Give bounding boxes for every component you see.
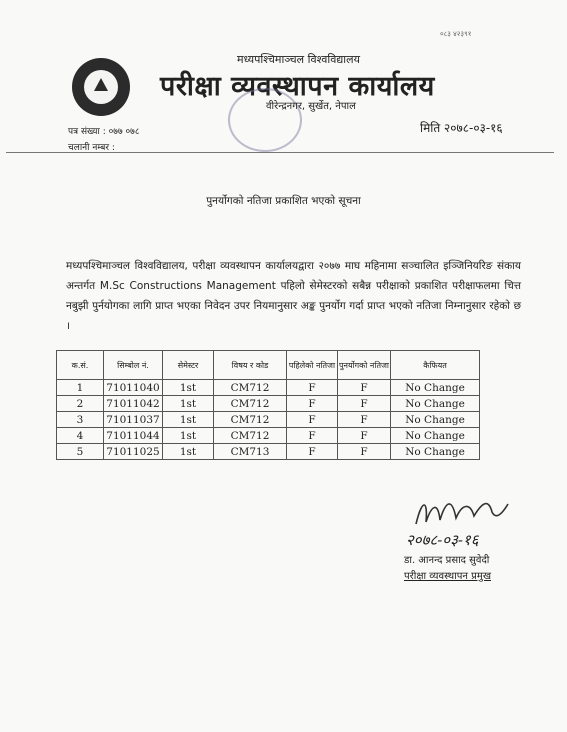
cell-symbol: 71011037: [104, 412, 163, 428]
cell-previous: F: [287, 380, 338, 396]
cell-retotal: F: [338, 412, 391, 428]
cell-retotal: F: [338, 444, 391, 460]
cell-subject: CM712: [214, 380, 287, 396]
cell-remarks: No Change: [391, 428, 480, 444]
cell-semester: 1st: [163, 396, 214, 412]
dispatch-number: चलानी नम्बर :: [68, 143, 115, 153]
cell-previous: F: [287, 444, 338, 460]
notice-body: मध्यपश्चिमाञ्चल विश्वविद्यालय, परीक्षा व्यवस्थापन कार्यालयद्वारा २०७७ माघ महिनामा सञ्चालित इञ्जिनियरिङ संकाय अन्तर्गत M.Sc Constructions Management पहिलो सेमेस्टरको सबैन्न परीक्षाको प्रकाशित परीक्षाफलमा चित्त नबुझी पुर्नयोगका लागि प्राप्त भएका निवेदन उपर नियमानुसार अङ्क पुनर्योग गर्दा प्राप्त भएको नतिजा निम्नानुसार रहेको छ ।: [66, 260, 521, 332]
cell-sn: 5: [57, 444, 104, 460]
cell-retotal: F: [338, 428, 391, 444]
office-address: वीरेन्द्रनगर, सुर्खेत, नेपाल: [266, 101, 356, 112]
cell-previous: F: [287, 428, 338, 444]
header-divider: [6, 152, 554, 153]
cell-symbol: 71011044: [104, 428, 163, 444]
cell-sn: 1: [57, 380, 104, 396]
table-row: [57, 412, 480, 428]
col-retotal-result: पुनर्योगको नतिजा: [338, 351, 391, 380]
col-subject: विषय र कोड: [214, 351, 287, 380]
university-name: मध्यपश्चिमाञ्चल विश्वविद्यालय: [237, 53, 360, 66]
cell-symbol: 71011042: [104, 396, 163, 412]
signatory-title: परीक्षा व्यवस्थापन प्रमुख: [404, 571, 492, 582]
cell-remarks: No Change: [391, 380, 480, 396]
cell-subject: CM712: [214, 396, 287, 412]
cell-retotal: F: [338, 380, 391, 396]
cell-semester: 1st: [163, 428, 214, 444]
cell-semester: 1st: [163, 412, 214, 428]
cell-previous: F: [287, 396, 338, 412]
table-row: [57, 380, 480, 396]
cell-semester: 1st: [163, 380, 214, 396]
col-semester: सेमेस्टर: [163, 351, 214, 380]
col-symbol: सिम्बोल नं.: [104, 351, 163, 380]
reference-number: पत्र संख्या : ०७७ ०७८: [68, 127, 140, 137]
col-remarks: कैफियत: [391, 351, 480, 380]
signature-date: २०७८-०३-१६: [406, 531, 479, 549]
table-row: [57, 396, 480, 412]
cell-subject: CM712: [214, 428, 287, 444]
cell-sn: 2: [57, 396, 104, 412]
cell-subject: CM713: [214, 444, 287, 460]
table-row: [57, 444, 480, 460]
cell-previous: F: [287, 412, 338, 428]
notice-subject: पुनर्योगको नतिजा प्रकाशित भएको सूचना: [206, 195, 361, 207]
signatory-name: डा. आनन्द प्रसाद सुवेदी: [404, 555, 490, 566]
issue-date: मिति २०७८-०३-१६: [420, 121, 503, 135]
handwritten-signature-icon: [412, 494, 512, 534]
table-header-row: [57, 351, 480, 380]
cell-symbol: 71011025: [104, 444, 163, 460]
cell-subject: CM712: [214, 412, 287, 428]
cell-remarks: No Change: [391, 444, 480, 460]
results-table: [56, 350, 480, 460]
cell-semester: 1st: [163, 444, 214, 460]
cell-symbol: 71011040: [104, 380, 163, 396]
col-previous-result: पहिलेको नतिजा: [287, 351, 338, 380]
col-sn: क.सं.: [57, 351, 104, 380]
cell-sn: 4: [57, 428, 104, 444]
cell-remarks: No Change: [391, 396, 480, 412]
top-reference: ०८३ ४२३९१: [440, 30, 472, 38]
table-row: [57, 428, 480, 444]
cell-retotal: F: [338, 396, 391, 412]
cell-sn: 3: [57, 412, 104, 428]
office-title: परीक्षा व्यवस्थापन कार्यालय: [160, 71, 435, 102]
cell-remarks: No Change: [391, 412, 480, 428]
